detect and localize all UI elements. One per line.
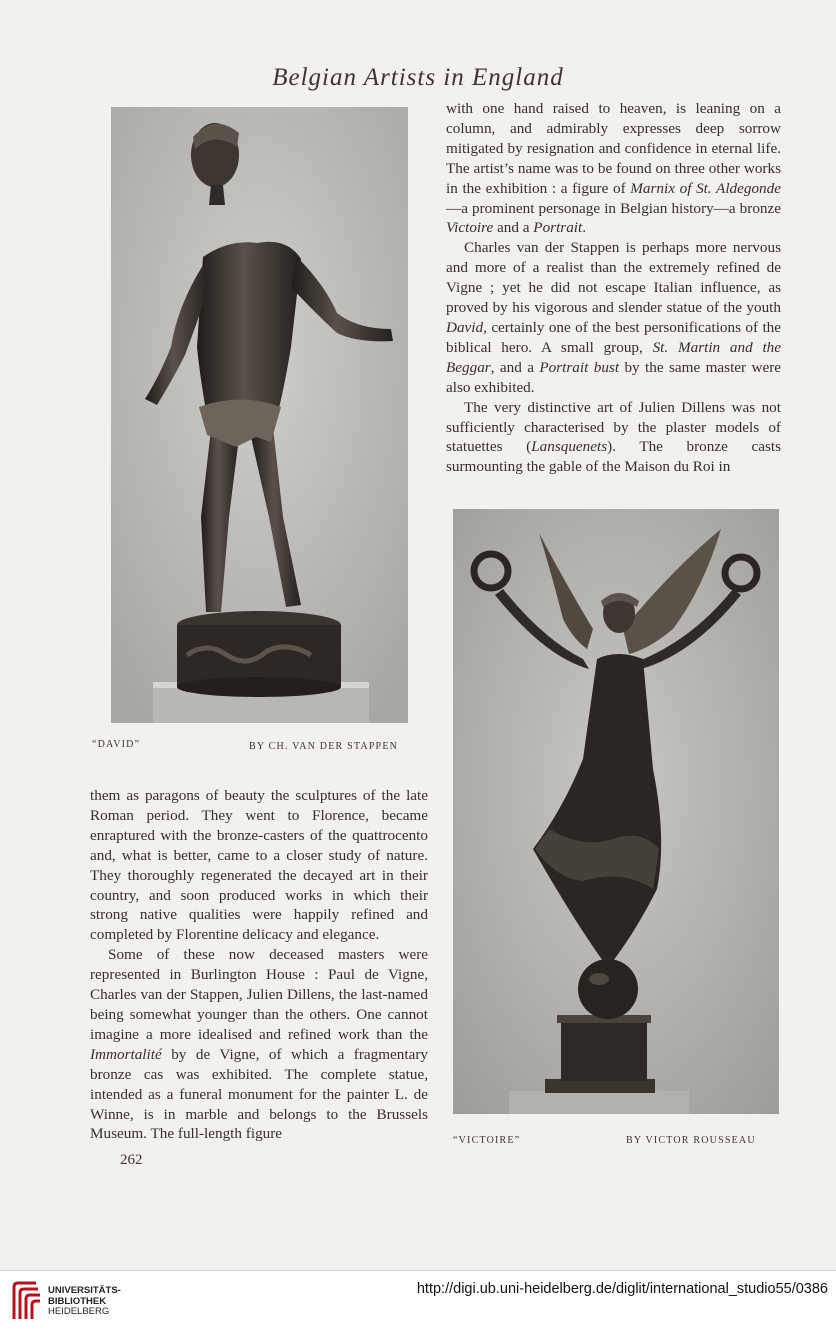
paragraph: them as paragons of beauty the sculptures of the late Roman period. They went to Florence, became enraptured with the bronze-casters of the quattrocento and, what is better, came to a closer study of nature. They thoroughly regenerated the decayed art in their country, and soon produced works in which their strong native qualities were happily refined and completed by Florentine delicacy and elegance. [90,787,428,944]
victoire-statue-image [453,509,779,1114]
caption-victoire-credit: BY VICTOR ROUSSEAU [626,1135,756,1146]
library-logo-icon [10,1281,42,1321]
paragraph: Some of these now deceased masters were represented in Burlington House : Paul de Vigne, Charles van der Stappen, Julien Dillens, the last-named being somewhat younger than the others. One cannot imagine a more idealised and refined work than the Immortalité by de Vigne, of which a fragmentary bronze cas was exhibited. The complete statue, intended as a funeral monument for the painter L. de Winne, is in marble and belongs to the Brussels Museum. The full-length figure [90,946,428,1143]
paragraph: with one hand raised to heaven, is leaning on a column, and admirably expresses deep sorrow mitigated by resignation and confidence in eternal life. The artist’s name was to be found on three other works in the exhibition : a figure of Marnix of St. Aldegonde—a prominent personage in Belgian history—a bronze Victoire and a Portrait. [446,100,781,237]
source-url-link[interactable]: http://digi.ub.uni-heidelberg.de/diglit/international_studio55/0386 [416,1281,828,1297]
plate-victoire [453,509,779,1114]
running-head: Belgian Artists in England [272,64,564,91]
plate-david [111,107,408,723]
left-column [90,786,428,1144]
caption-david-title: “DAVID” [92,739,141,750]
paragraph: The very distinctive art of Julien Dillens was not sufficiently characterised by the plaster models of statuettes (Lansquenets). The bronze casts surmounting the gable of the Maison du Roi in [446,398,781,476]
paragraph: Charles van der Stappen is perhaps more nervous and more of a realist than the extremely refined de Vigne ; yet he did not escape Italian influence, as proved by his vigorous and slender statue of the youth David, certainly one of the best personifications of the biblical hero. A small group, St. Martin and the Beggar, and a Portrait bust by the same master were also exhibited. [446,239,782,396]
right-column [446,99,781,477]
viewer-footer [0,1270,836,1332]
david-statue-image [111,107,408,723]
page-number: 262 [120,1152,143,1168]
library-name: UNIVERSITÄTS- BIBLIOTHEK HEIDELBERG [48,1285,121,1317]
caption-david-credit: BY CH. VAN DER STAPPEN [249,741,399,752]
caption-victoire-title: “VICTOIRE” [453,1135,521,1146]
